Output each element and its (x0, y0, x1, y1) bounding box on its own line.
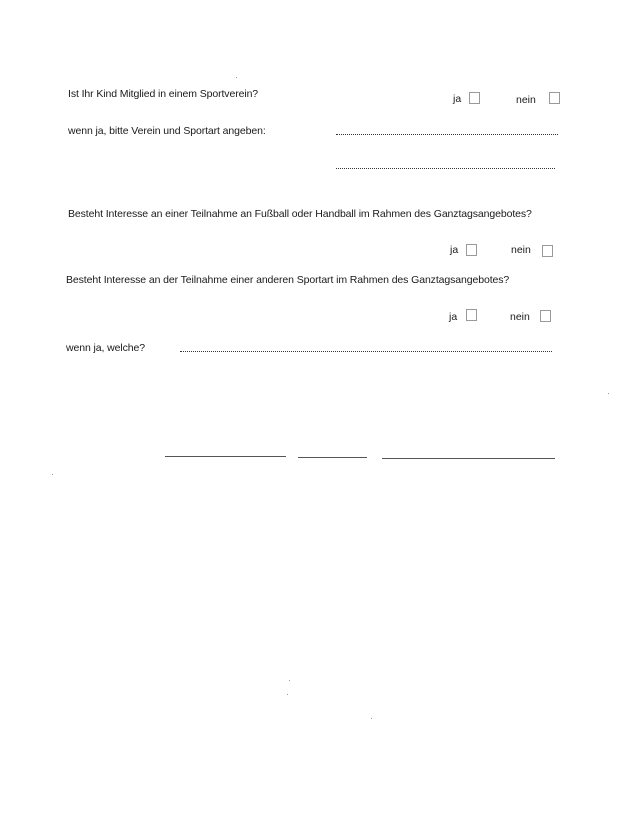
q2-no-label: nein (511, 244, 531, 256)
other-sport-answer-line[interactable] (180, 351, 552, 352)
q2-no-checkbox[interactable] (542, 245, 553, 257)
q3-yes-label: ja (449, 311, 458, 323)
q3-no-checkbox[interactable] (540, 310, 551, 322)
place-signature-line[interactable] (165, 456, 286, 457)
scan-speck (52, 474, 53, 475)
club-sport-answer-line-2[interactable] (336, 168, 555, 169)
q2-yes-checkbox[interactable] (466, 244, 477, 256)
q1-question: Ist Ihr Kind Mitglied in einem Sportverein? (68, 88, 259, 100)
q1-yes-label: ja (453, 93, 462, 105)
q3-followup-label: wenn ja, welche? (66, 342, 145, 354)
q3-yes-checkbox[interactable] (466, 309, 477, 321)
q1-no-label: nein (516, 94, 536, 106)
q1-no-checkbox[interactable] (549, 92, 560, 104)
scan-speck (287, 694, 288, 695)
scan-speck (289, 680, 290, 681)
q1-followup-label: wenn ja, bitte Verein und Sportart angeben: (68, 125, 266, 137)
q1-yes-checkbox[interactable] (469, 92, 480, 104)
q2-yes-label: ja (450, 244, 459, 256)
parent-signature-line[interactable] (382, 458, 555, 459)
scan-speck (608, 393, 609, 394)
scan-speck (371, 718, 372, 719)
q3-no-label: nein (510, 311, 530, 323)
q2-question: Besteht Interesse an einer Teilnahme an Fußball oder Handball im Rahmen des Ganztagsangebotes? (68, 208, 532, 220)
club-sport-answer-line-1[interactable] (336, 134, 558, 135)
scan-speck (236, 77, 237, 78)
q3-question: Besteht Interesse an der Teilnahme einer anderen Sportart im Rahmen des Ganztagsangebotes? (66, 274, 510, 286)
date-signature-line[interactable] (298, 457, 367, 458)
